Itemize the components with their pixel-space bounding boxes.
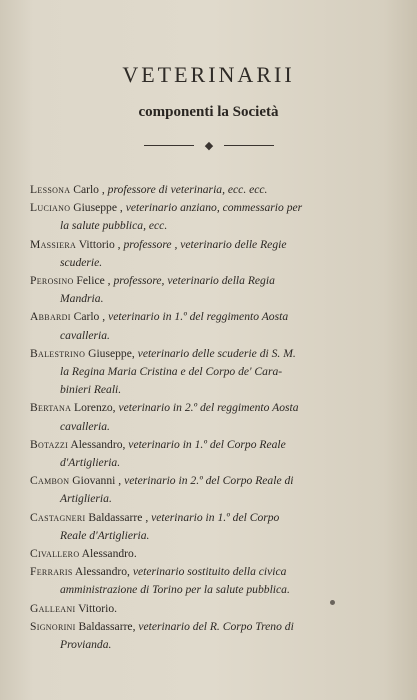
member-given-name: Alessandro, [68,437,129,451]
member-surname: Botazzi [30,437,69,451]
entry-first-line [30,563,390,581]
member-entry [30,399,390,435]
member-entry [30,472,390,508]
entry-continuation-line [30,636,390,654]
member-entry [30,236,390,272]
member-given-name: Lorenzo, [71,401,119,415]
entry-continuation-line [30,363,390,381]
member-surname: Perosino [30,274,74,288]
entry-first-line [30,472,390,490]
member-given-name: Alessandro, [72,565,133,579]
member-entry [30,436,390,472]
member-surname: Ferraris [30,565,73,579]
entry-first-line [30,600,390,618]
entry-first-line [30,345,390,363]
member-description: veterinario in 1.º del Corpo Reale [128,437,286,451]
entry-continuation-line [30,381,390,399]
entry-first-line [30,618,390,636]
ornament-divider [144,139,274,153]
member-description: veterinario sostituito della civica [132,565,287,579]
member-description: professore, veterinario della Regia [113,274,275,288]
entry-first-line [30,509,390,527]
member-description: Artiglieria. [60,492,112,506]
member-description: amministrazione di Torino per la salute pubblica. [60,583,290,597]
member-entry [30,563,390,599]
entry-first-line [30,308,390,326]
member-entry [30,272,390,308]
page-subtitle: componenti la Società [138,104,279,120]
entry-continuation-line [30,527,390,545]
entry-first-line [30,199,390,217]
member-entry [30,345,390,400]
member-given-name: Carlo , [70,310,109,324]
entry-first-line [30,236,390,254]
member-description: Provianda. [60,638,112,652]
entry-first-line [30,545,390,563]
member-surname: Cambon [30,474,70,488]
member-description: veterinario in 2.º del Corpo Reale di [124,474,294,488]
member-surname: Luciano [30,201,71,215]
member-given-name: Vittorio. [75,601,118,615]
member-given-name: Alessandro. [79,547,137,561]
ink-spot [330,600,335,605]
ornament-rule-left [144,145,194,146]
member-description: veterinario in 2.º del reggimento Aosta [118,401,299,415]
entry-continuation-line [30,490,390,508]
member-description: veterinario del R. Corpo Treno di [138,619,294,633]
member-surname: Castagneri [30,510,86,524]
entry-continuation-line [30,217,390,235]
member-surname: Galleani [30,601,76,615]
member-entry [30,618,390,654]
member-description: cavalleria. [60,419,110,433]
entry-continuation-line [30,327,390,345]
member-surname: Balestrino [30,346,86,360]
member-description: veterinario anziano, commessario per [125,201,303,215]
member-description: veterinario in 1.º del reggimento Aosta [108,310,289,324]
member-surname: Abbardi [30,310,71,324]
member-surname: Signorini [30,619,76,633]
member-given-name: Baldassarre , [85,510,152,524]
entry-first-line [30,181,390,199]
member-given-name: Vittorio , [76,237,124,251]
member-surname: Bertana [30,401,72,415]
member-given-name: Giovanni , [69,474,125,488]
member-description: professore , veterinario delle Regie [123,237,287,251]
member-entry [30,545,390,563]
member-description: Reale d'Artiglieria. [60,528,150,542]
member-given-name: Giuseppe , [70,201,126,215]
entry-continuation-line [30,581,390,599]
member-entry [30,308,390,344]
member-entry [30,181,390,199]
entry-continuation-line [30,454,390,472]
member-given-name: Giuseppe, [85,346,138,360]
member-entry [30,199,390,235]
entry-first-line [30,436,390,454]
entry-continuation-line [30,418,390,436]
member-given-name: Felice , [73,274,114,288]
entry-continuation-line [30,290,390,308]
member-surname: Civallero [30,547,80,561]
entry-continuation-line [30,254,390,272]
ornament-rule-right [224,145,274,146]
member-given-name: Baldassarre, [75,619,139,633]
member-description: professore di veterinaria, ecc. ecc. [107,183,268,196]
member-surname: Lessona [30,183,71,196]
member-description: Mandria. [60,292,104,306]
member-description: binieri Reali. [60,383,122,397]
entry-first-line [30,272,390,290]
member-description: cavalleria. [60,328,110,342]
member-description: la salute pubblica, ecc. [60,219,168,233]
ornament-diamond-icon: ◆ [204,139,214,152]
member-description: scuderie. [60,255,103,269]
member-list [30,181,390,654]
member-description: veterinario delle scuderie di S. M. [137,346,296,360]
member-description: d'Artiglieria. [60,456,121,470]
member-entry [30,509,390,545]
member-surname: Massiera [30,237,77,251]
member-given-name: Carlo , [70,183,108,196]
member-description: veterinario in 1.º del Corpo [151,510,280,524]
entry-first-line [30,399,390,417]
member-description: la Regina Maria Cristina e del Corpo de' Cara- [60,365,283,379]
page-title: VETERINARII [122,62,295,87]
member-entry [30,600,390,618]
